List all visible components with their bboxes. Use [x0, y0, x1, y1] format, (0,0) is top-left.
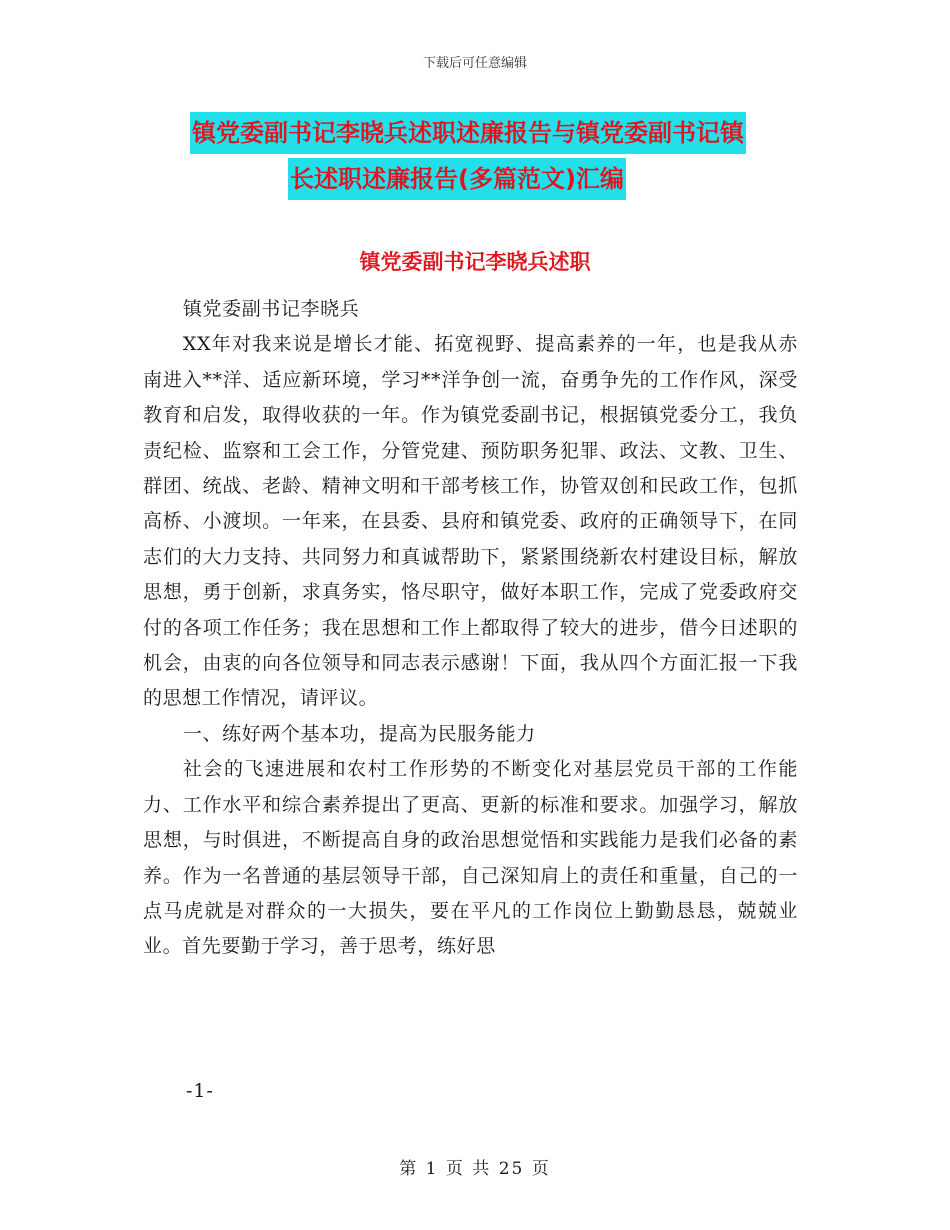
page-footer: 第 1 页 共 25 页 — [399, 1159, 551, 1179]
header-note: 下载后可任意编辑 — [422, 56, 527, 71]
subsection-heading: 一、练好两个基本功，提高为民服务能力 — [182, 722, 536, 745]
body-paragraph: 社会的飞速进展和农村工作形势的不断变化对基层党员干部的工作能力、工作水平和综合素养提出了更高、更新的标准和要求。加强学习，解放思想，与时俱进，不断提高自身的政治思想觉悟和实践能力是我们必备的素养。作为一名普通的基层领导干部，自己深知肩上的责任和重量，自己的一点马虎就是对群众的一大损失，要在平凡的工作岗位上勤勤恳恳，兢兢业业。首先要勤于学习，善于思考，练好思 — [143, 758, 798, 958]
document-body — [143, 292, 798, 965]
document-title-line-2: 长述职述廉报告(多篇范文)汇编 — [288, 158, 626, 200]
document-title — [190, 110, 810, 202]
document-title-line-1: 镇党委副书记李晓兵述职述廉报告与镇党委副书记镇 — [190, 112, 746, 154]
page-marker: -1- — [186, 1080, 214, 1102]
section-heading: 镇党委副书记李晓兵述职 — [359, 250, 591, 274]
author-line: 镇党委副书记李晓兵 — [182, 298, 360, 320]
body-paragraph: XX年对我来说是增长才能、拓宽视野、提高素养的一年，也是我从赤南进入**洋、适应新环境，学习**洋争创一流，奋勇争先的工作作风，深受教育和启发，取得收获的一年。作为镇党委副书记，根据镇党委分工，我负责纪检、监察和工会工作，分管党建、预防职务犯罪、政法、文教、卫生、群团、统战、老龄、精神文明和干部考核工作，协管双创和民政工作，包抓高桥、小渡坝。一年来，在县委、县府和镇党委、政府的正确领导下，在同志们的大力支持、共同努力和真诚帮助下，紧紧围绕新农村建设目标，解放思想，勇于创新，求真务实，恪尽职守，做好本职工作，完成了党委政府交付的各项工作任务；我在思想和工作上都取得了较大的进步，借今日述职的机会，由衷的向各位领导和同志表示感谢！下面，我从四个方面汇报一下我的思想工作情况，请评议。 — [143, 333, 798, 710]
